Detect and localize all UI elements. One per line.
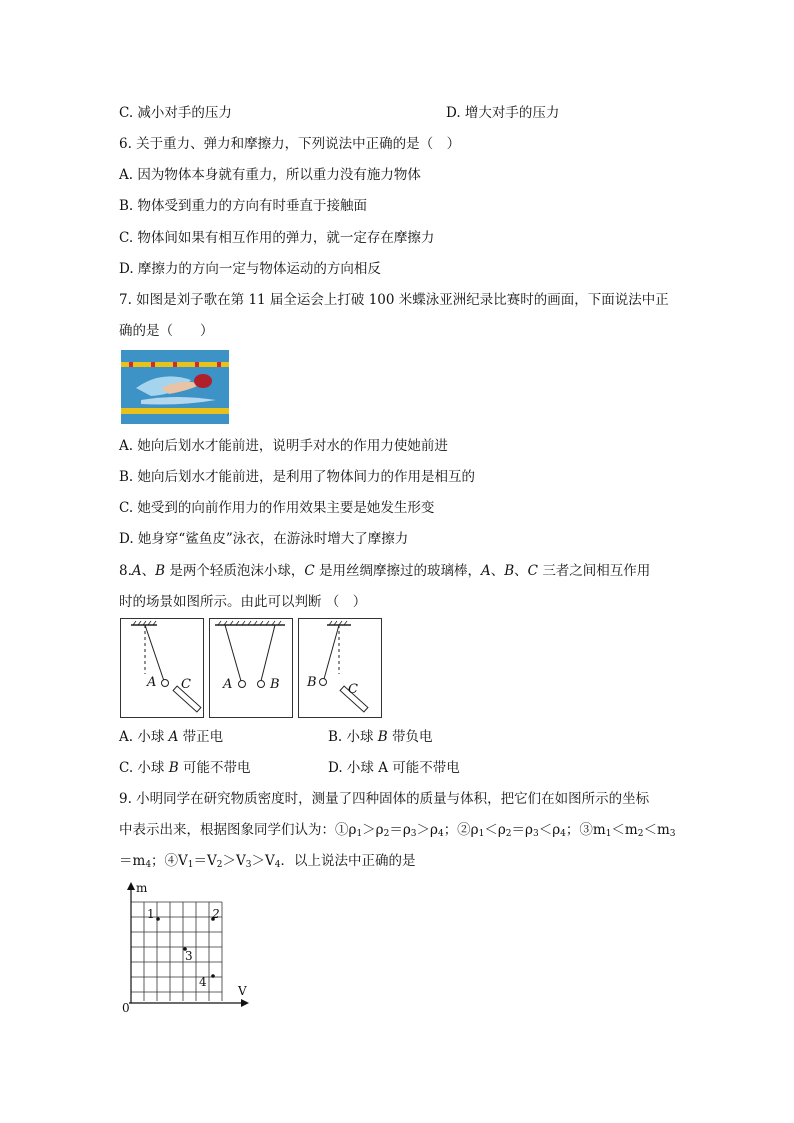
- fig1-label-c: C: [181, 677, 191, 692]
- fig2-label-b: B: [270, 677, 280, 692]
- q8-stem-line1: 8.A、B 是两个轻质泡沫小球，C 是用丝绸摩擦过的玻璃棒，A、B、C 三者之间相互作用: [119, 563, 651, 579]
- q8-option-c: C. 小球 B 可能不带电: [119, 760, 251, 776]
- q8-option-b: B. 小球 B 带负电: [328, 729, 433, 745]
- fig2-label-a: A: [223, 677, 233, 692]
- q8-option-a: A. 小球 A 带正电: [119, 729, 224, 745]
- graph-point-label-1: 1: [147, 907, 155, 921]
- q7-option-c: C. 她受到的向前作用力的作用效果主要是她发生形变: [119, 500, 435, 516]
- q7-option-b: B. 她向后划水才能前进，是利用了物体间力的作用是相互的: [119, 469, 476, 485]
- graph-origin-label: 0: [122, 1001, 130, 1015]
- q6-option-a: A. 因为物体本身就有重力，所以重力没有施力物体: [119, 167, 421, 183]
- q8-stem-line2: 时的场景如图所示。由此可以判断 （ ）: [119, 594, 367, 610]
- q6-stem: 6. 关于重力、弹力和摩擦力，下列说法中正确的是（ ）: [119, 136, 461, 152]
- graph-point-label-3: 3: [185, 949, 193, 963]
- q8-option-d: D. 小球 A 可能不带电: [328, 760, 460, 776]
- graph-x-label: V: [238, 984, 247, 998]
- q8-figure-1: [120, 618, 204, 718]
- fig3-label-b: B: [307, 675, 317, 690]
- q8-figure-2: [209, 618, 293, 718]
- q6-option-c: C. 物体间如果有相互作用的弹力，就一定存在摩擦力: [119, 230, 435, 246]
- q9-stem-line1: 9. 小明同学在研究物质密度时，测量了四种固体的质量与体积，把它们在如图所示的坐标: [119, 791, 650, 807]
- q5-option-c: C. 减小对手的压力: [119, 105, 232, 121]
- q8-figure-3: [298, 618, 382, 718]
- q9-stem-line3: $=m_4$；$④V_1=V_2>V_3>V_4$．以上说法中正确的是: [119, 853, 416, 870]
- fig3-label-c: C: [348, 682, 358, 697]
- fig1-label-a: A: [147, 675, 157, 690]
- q7-stem-line1: 7. 如图是刘子歌在第 11 届全运会上打破 100 米蝶泳亚洲纪录比赛时的画面，下面说法中正: [119, 292, 669, 308]
- q6-option-b: B. 物体受到重力的方向有时垂直于接触面: [119, 198, 368, 214]
- q6-option-d: D. 摩擦力的方向一定与物体运动的方向相反: [119, 261, 381, 277]
- graph-y-label: m: [136, 881, 148, 895]
- q9-stem-line2: 中表示出来，根据图象同学们认为：$①\rho_1>\rho_2=\rho_3>\rho_4$；$②\rho_1<\rho_2=\rho_3<\rho_4$；$③m_1<m_2<m_3$: [119, 822, 676, 839]
- graph-point-label-2: 2: [212, 907, 220, 921]
- q7-option-a: A. 她向后划水才能前进，说明手对水的作用力使她前进: [119, 438, 448, 454]
- q7-option-d: D. 她身穿“鲨鱼皮”泳衣，在游泳时增大了摩擦力: [119, 531, 409, 547]
- swimmer-photo: [121, 350, 229, 424]
- q5-option-d: D. 增大对手的压力: [446, 105, 560, 121]
- q9-mass-volume-graph: [118, 880, 258, 1015]
- graph-point-label-4: 4: [199, 975, 207, 989]
- q7-stem-line2: 确的是（ ）: [119, 323, 214, 339]
